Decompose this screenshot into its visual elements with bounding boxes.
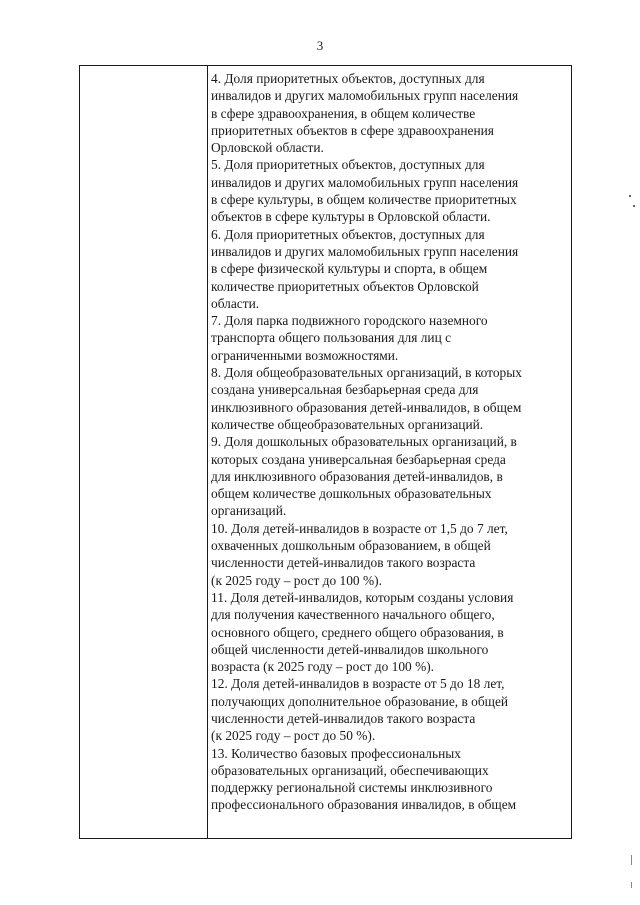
table-left-cell — [80, 66, 207, 838]
indicator-item-5: 5. Доля приоритетных объектов, доступных для инвалидов и других маломобильных групп населения в сфере культуры, в общем количестве приоритетных объектов в сфере культуры в Орловской области. — [211, 157, 519, 225]
indicator-item-10: 10. Доля детей-инвалидов в возрасте от 1,5 до 7 лет, охваченных дошкольным образованием, в общей численности детей-инвалидов такого возраста (к 2025 году – рост до 100 %). — [211, 520, 508, 588]
page-number: 3 — [316, 38, 324, 53]
indicator-item-8: 8. Доля общеобразовательных организаций, в которых создана универсальная безбарьерная среда для инклюзивного образования детей-инвалидов, в общем количестве общеобразовательных организаций. — [211, 365, 522, 432]
indicators-table — [79, 65, 572, 839]
scan-edge-mark — [631, 882, 632, 888]
table-right-cell — [211, 70, 567, 814]
indicator-item-13: 13. Количество базовых профессиональных образовательных организаций, обеспечивающих поддержку региональной системы инклюзивного профессионального образования инвалидов, в общем — [211, 745, 517, 813]
scan-edge-mark — [631, 855, 632, 865]
column-divider — [207, 66, 208, 838]
indicator-item-11: 11. Доля детей-инвалидов, которым созданы условия для получения качественного начального общего, основного общего, среднего общего образования, в общей численности детей-инвалидов школьного возраста (к 2025 году – рост до 100 %). — [211, 589, 514, 675]
indicator-item-6: 6. Доля приоритетных объектов, доступных для инвалидов и других маломобильных групп населения в сфере физической культуры и спорта, в общем количестве приоритетных объектов Орловской области. — [211, 226, 519, 311]
scan-speck — [629, 195, 631, 197]
indicator-item-4: 4. Доля приоритетных объектов, доступных для инвалидов и других маломобильных групп населения в сфере здравоохранения, в общем количестве приоритетных объектов в сфере здравоохранения Орловской области. — [211, 71, 519, 156]
indicator-item-7: 7. Доля парка подвижного городского наземного транспорта общего пользования для лиц с ограниченными возможностями. — [211, 313, 488, 363]
indicator-item-12: 12. Доля детей-инвалидов в возрасте от 5 до 18 лет, получающих дополнительное образование, в общей численности детей-инвалидов такого возраста (к 2025 году – рост до 50 %). — [211, 676, 509, 744]
scan-speck — [633, 205, 635, 207]
indicator-item-9: 9. Доля дошкольных образовательных организаций, в которых создана универсальная безбарьерная среда для инклюзивного образования детей-инвалидов, в общем количестве дошкольных образовательных организаций. — [211, 434, 517, 519]
